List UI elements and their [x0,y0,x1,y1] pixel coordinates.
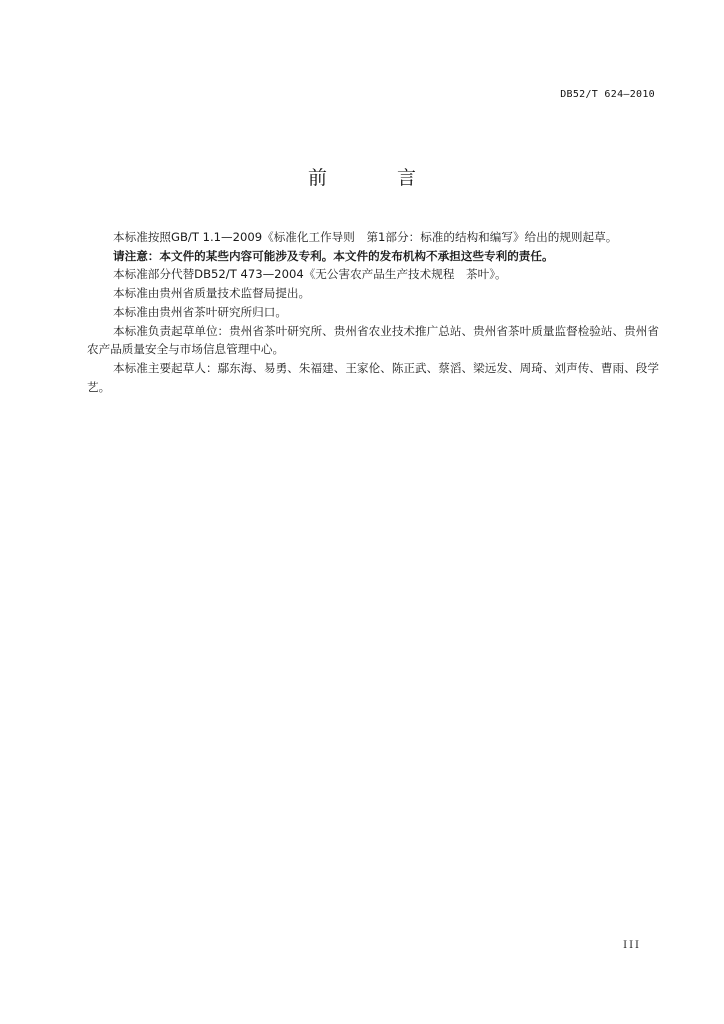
page-number: III [623,940,641,951]
paragraph-drafting-rules: 本标准按照GB/T 1.1—2009《标准化工作导则 第1部分：标准的结构和编写》给出的规则起草。 [113,230,618,244]
page-title: 前 言 [307,167,449,189]
paragraph-proposed-by: 本标准由贵州省质量技术监督局提出。 [113,286,311,301]
paragraph-drafting-units: 本标准负责起草单位：贵州省茶叶研究所、贵州省农业技术推广总站、贵州省茶叶质量监督检验站、贵州省农产品质量安全与市场信息管理中心。 [87,323,659,357]
paragraph-drafters: 本标准主要起草人：鄢东海、易勇、朱福建、王家伦、陈正武、蔡滔、梁远发、周琦、刘声传、曹雨、段学艺。 [87,360,659,394]
foreword-body [87,228,659,396]
paragraph-replaces: 本标准部分代替DB52/T 473—2004《无公害农产品生产技术规程 茶叶》。 [113,267,507,282]
paragraph-patent-notice: 请注意：本文件的某些内容可能涉及专利。本文件的发布机构不承担这些专利的责任。 [113,248,554,263]
document-code: DB52/T 624—2010 [560,89,655,100]
paragraph-centralized-by: 本标准由贵州省茶叶研究所归口。 [113,304,287,319]
